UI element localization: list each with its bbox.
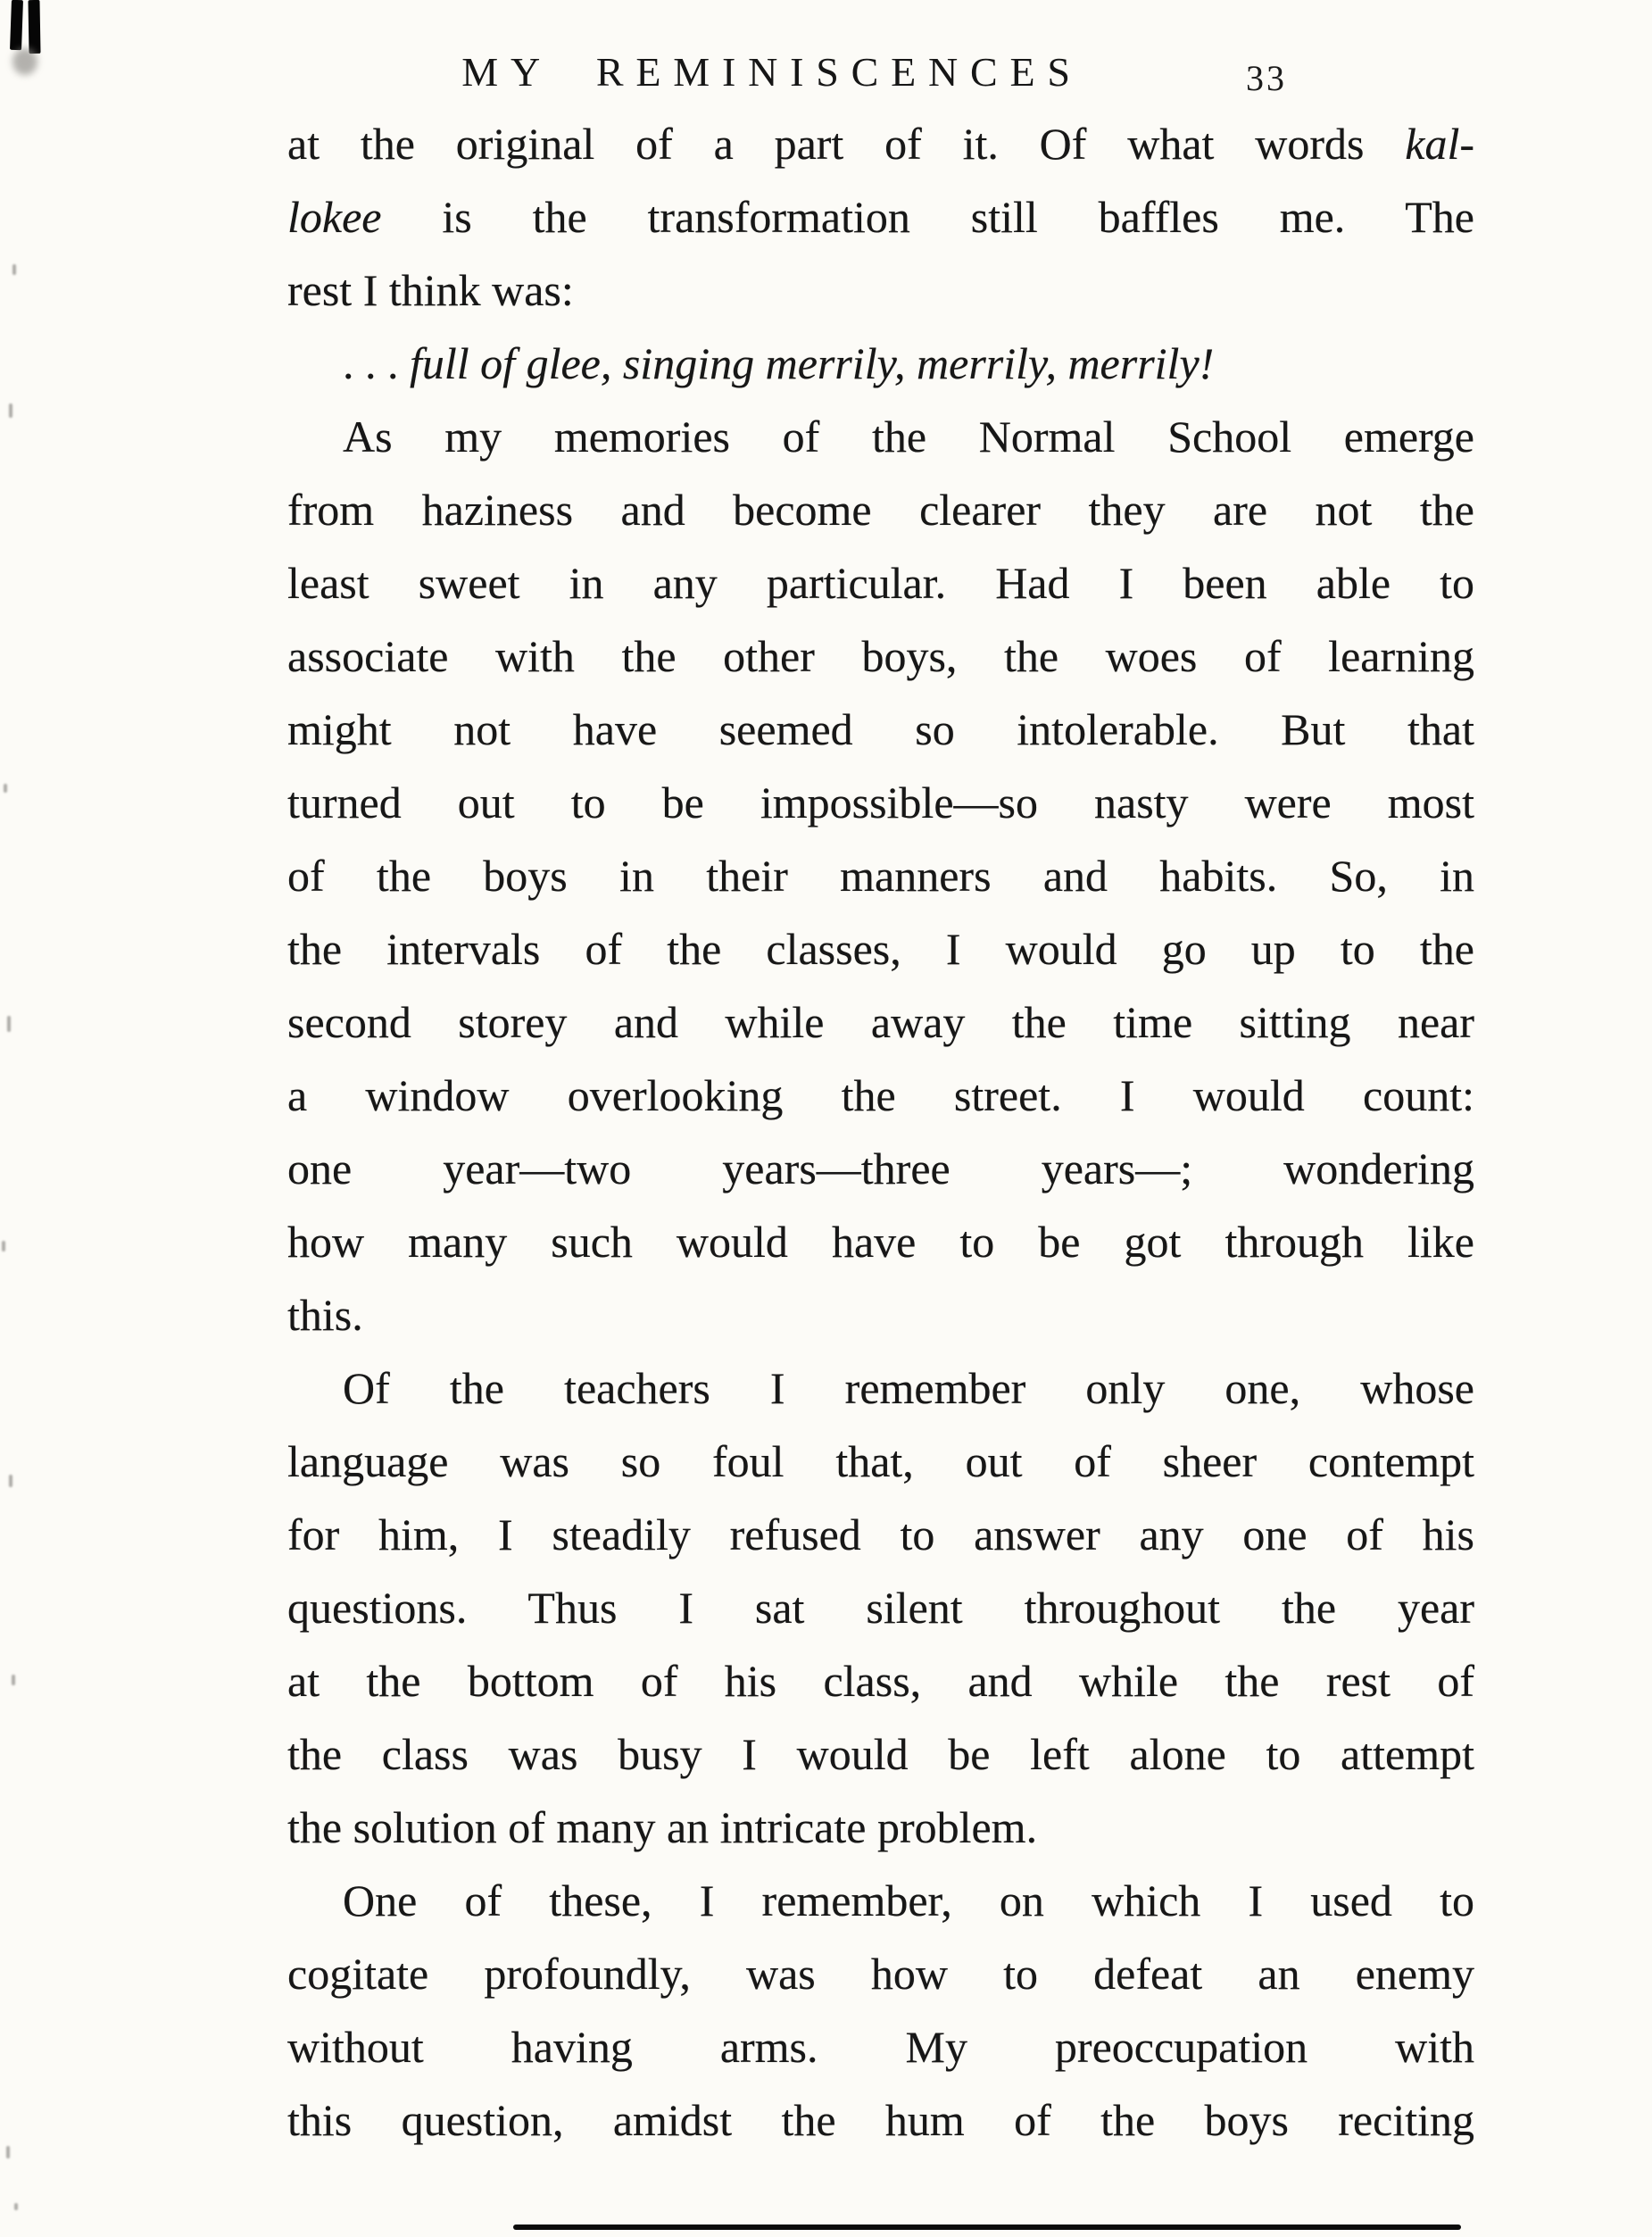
text-segment: Of the teachers I remember only one, whose (343, 1363, 1474, 1413)
text-segment: this question, amidst the hum of the boys reciting (287, 2095, 1474, 2145)
text-segment: at the original of a part of it. Of what words (287, 119, 1406, 169)
text-segment: cogitate profoundly, was how to defeat an enemy (287, 1949, 1474, 1999)
text-line (287, 985, 1474, 1059)
text-line (287, 254, 1474, 327)
text-segment: is the transformation still baffles me. The (381, 192, 1474, 242)
text-line (287, 1351, 1474, 1425)
text-segment: rest I think was: (287, 265, 574, 315)
text-line (287, 1278, 1474, 1351)
text-line (287, 1571, 1474, 1644)
text-segment: one year—two years—three years—; wondering (287, 1143, 1474, 1193)
text-segment: As my memories of the Normal School emerge (343, 412, 1474, 462)
text-segment: the class was busy I would be left alone to attempt (287, 1729, 1474, 1779)
scan-speck (14, 2203, 18, 2210)
italic-text-segment: full of glee, singing merrily, merrily, merrily! (410, 338, 1215, 388)
scan-speck (7, 1016, 11, 1032)
page-body (287, 107, 1474, 2157)
scan-speck (6, 2146, 10, 2158)
text-segment: without having arms. My preoccupation with (287, 2022, 1474, 2072)
text-line (287, 400, 1474, 473)
scan-artifact-bottom-rule (513, 2225, 1461, 2230)
text-line (287, 1717, 1474, 1791)
binding-mark-stroke (28, 0, 40, 54)
italic-text-segment: lokee (287, 192, 382, 242)
running-header-title: MY REMINISCENCES (461, 49, 1083, 95)
text-segment: language was so foul that, out of sheer contempt (287, 1436, 1474, 1486)
text-segment: One of these, I remember, on which I used to (343, 1875, 1474, 1925)
text-segment: this. (287, 1290, 363, 1340)
text-line (287, 766, 1474, 839)
text-line (287, 473, 1474, 546)
text-line (287, 1498, 1474, 1571)
text-line (287, 912, 1474, 985)
text-line (287, 1864, 1474, 1937)
text-line (287, 180, 1474, 254)
text-line (287, 839, 1474, 912)
text-line (287, 2083, 1474, 2157)
text-segment: for him, I steadily refused to answer any one of his (287, 1509, 1474, 1559)
text-segment: of the boys in their manners and habits. So, in (287, 851, 1474, 901)
text-line (287, 107, 1474, 180)
scan-speck (2, 1241, 5, 1252)
text-line (287, 327, 1474, 400)
text-segment: how many such would have to be got through like (287, 1217, 1474, 1267)
text-segment: a window overlooking the street. I would count: (287, 1070, 1474, 1120)
text-line (287, 1791, 1474, 1864)
text-line (287, 1059, 1474, 1132)
text-line (287, 1425, 1474, 1498)
text-segment: . . . (343, 338, 410, 388)
scan-artifact-binding-mark (7, 0, 50, 89)
text-line (287, 693, 1474, 766)
text-segment: the intervals of the classes, I would go up to the (287, 924, 1474, 974)
binding-mark-smudge (12, 48, 37, 75)
text-segment: might not have seemed so intolerable. But that (287, 704, 1474, 754)
text-line (287, 620, 1474, 693)
scan-speck (4, 784, 7, 793)
text-line (287, 1644, 1474, 1717)
scan-speck (12, 264, 16, 275)
scan-speck (12, 1675, 15, 1685)
text-segment: turned out to be impossible—so nasty were most (287, 778, 1474, 827)
text-segment: the solution of many an intricate problem. (287, 1802, 1038, 1852)
text-line (287, 1205, 1474, 1278)
text-line (287, 1132, 1474, 1205)
text-segment: least sweet in any particular. Had I been able to (287, 558, 1474, 608)
text-segment: associate with the other boys, the woes of learning (287, 631, 1474, 681)
text-segment: at the bottom of his class, and while the rest of (287, 1656, 1474, 1706)
text-line (287, 546, 1474, 620)
scan-speck (9, 403, 12, 418)
page-number: 33 (1246, 58, 1287, 98)
italic-text-segment: kal- (1405, 119, 1474, 169)
text-segment: questions. Thus I sat silent throughout the year (287, 1583, 1474, 1633)
text-segment: second storey and while away the time sitting near (287, 997, 1474, 1047)
binding-mark-stroke (10, 0, 23, 50)
text-segment: from haziness and become clearer they are not the (287, 485, 1474, 535)
text-line (287, 1937, 1474, 2010)
text-line (287, 2010, 1474, 2083)
scan-speck (9, 1475, 12, 1487)
